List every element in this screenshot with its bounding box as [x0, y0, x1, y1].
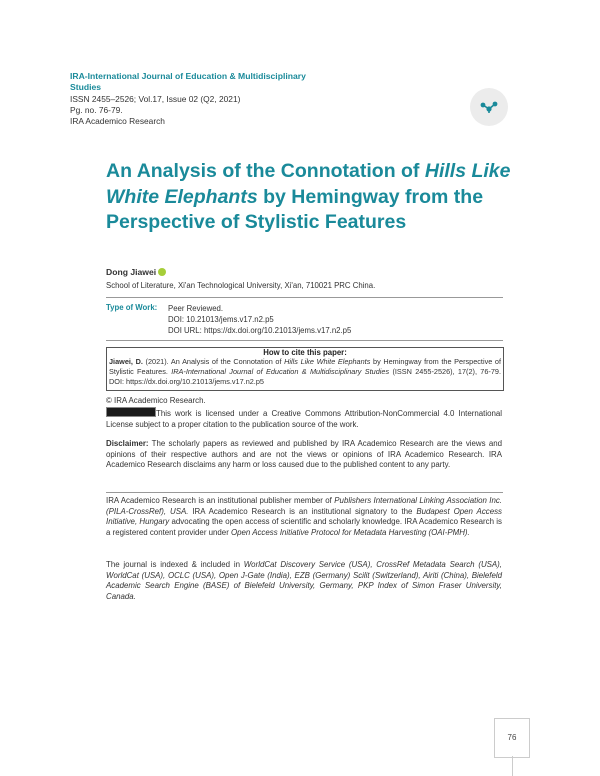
citation-year: (2021). An Analysis of the Connotation of — [142, 357, 285, 366]
author-name[interactable]: Dong Jiawei — [106, 267, 157, 277]
license-text — [106, 407, 502, 430]
title-italic: Hills Like White Elephants — [106, 160, 511, 208]
publisher-logo — [470, 88, 508, 126]
author-line — [106, 267, 166, 277]
citation-mid: by Hemingway from the Perspective of Stylistic Features. — [109, 357, 502, 377]
citation-author: Jiawei, D. — [109, 357, 143, 366]
title-part-2: by Hemingway from the Perspective of Stylistic Features — [106, 185, 484, 233]
disclaimer-label: Disclaimer: — [106, 439, 149, 448]
orcid-icon[interactable] — [158, 268, 166, 276]
page-number: 76 — [494, 718, 530, 758]
citation-journal: IRA-International Journal of Education & Multidisciplinary Studies — [171, 367, 390, 377]
divider — [106, 492, 503, 493]
membership-italic-2: Budapest Open Access Initiative, Hungary — [106, 506, 502, 527]
membership-text-2: IRA Academico Research is an institutional signatory to the — [188, 506, 417, 516]
citation-heading: How to cite this paper: — [263, 348, 347, 357]
membership-text-3: advocating the open access of scientific and scholarly knowledge. IRA Academico Research is a registered content provider under — [106, 517, 502, 537]
indexing-list: WorldCat Discovery Service (USA), CrossRef Metadata Search (USA), WorldCat (USA), OCLC (USA), Open J-Gate (India), EZB (Germany) Scilit (Switzerland), Airiti (China), Bielefeld Academic Search Engine (BASE) of Bielefeld University, Germany, PKP Index of Simon Fraser University, Canada. — [106, 560, 502, 601]
creative-commons-badge-icon[interactable] — [106, 407, 156, 417]
membership-paragraph — [106, 496, 502, 538]
license-body: This work is licensed under a Creative Commons Attribution-NonCommercial 4.0 International License subject to a proper citation to the publication source of the work. — [106, 409, 502, 429]
issn-line: ISSN 2455–2526; Vol.17, Issue 02 (Q2, 2021) — [70, 94, 241, 104]
divider — [106, 340, 503, 341]
copyright-line: © IRA Academico Research. — [106, 396, 206, 405]
type-of-work-value: Peer Reviewed. — [168, 304, 224, 313]
disclaimer — [106, 439, 502, 471]
divider — [106, 297, 503, 298]
pages-line: Pg. no. 76-79. — [70, 105, 123, 115]
type-of-work-label: Type of Work: — [106, 303, 158, 312]
citation-title: Hills Like White Elephants — [284, 357, 371, 366]
membership-italic-3: Open Access Initiative Protocol for Metadata Harvesting (OAI-PMH). — [231, 527, 470, 537]
indexing-paragraph — [106, 560, 502, 602]
citation-text — [109, 357, 501, 388]
article-title — [106, 159, 526, 236]
journal-name: IRA-International Journal of Education & Multidisciplinary Studies — [70, 71, 306, 92]
publisher-line: IRA Academico Research — [70, 116, 165, 126]
citation-tail[interactable]: (ISSN 2455-2526), 17(2), 76-79. DOI: https://dx.doi.org/10.21013/jems.v17.n2.p5 — [109, 367, 501, 387]
author-affiliation: School of Literature, Xi'an Technological University, Xi'an, 710021 PRC China. — [106, 281, 376, 290]
doi-line[interactable]: DOI: 10.21013/jems.v17.n2.p5 — [168, 315, 274, 324]
doi-url-line[interactable]: DOI URL: https://dx.doi.org/10.21013/jems.v17.n2.p5 — [168, 326, 352, 335]
membership-italic-1: Publishers International Linking Association Inc. (PILA-CrossRef), USA. — [106, 496, 502, 516]
membership-text-1: IRA Academico Research is an institutional publisher member of — [106, 496, 335, 505]
network-icon — [470, 88, 508, 126]
disclaimer-body: The scholarly papers as reviewed and published by IRA Academico Research are the views and opinions of their respective authors and are not the views or opinions of IRA Academico Research. IRA Academico Research disclaims any harm or loss caused due to the published content to any party. — [106, 439, 502, 470]
indexing-text: The journal is indexed & included in — [106, 560, 244, 569]
title-part-1: An Analysis of the Connotation of — [106, 160, 425, 182]
page-number-line — [512, 756, 513, 776]
